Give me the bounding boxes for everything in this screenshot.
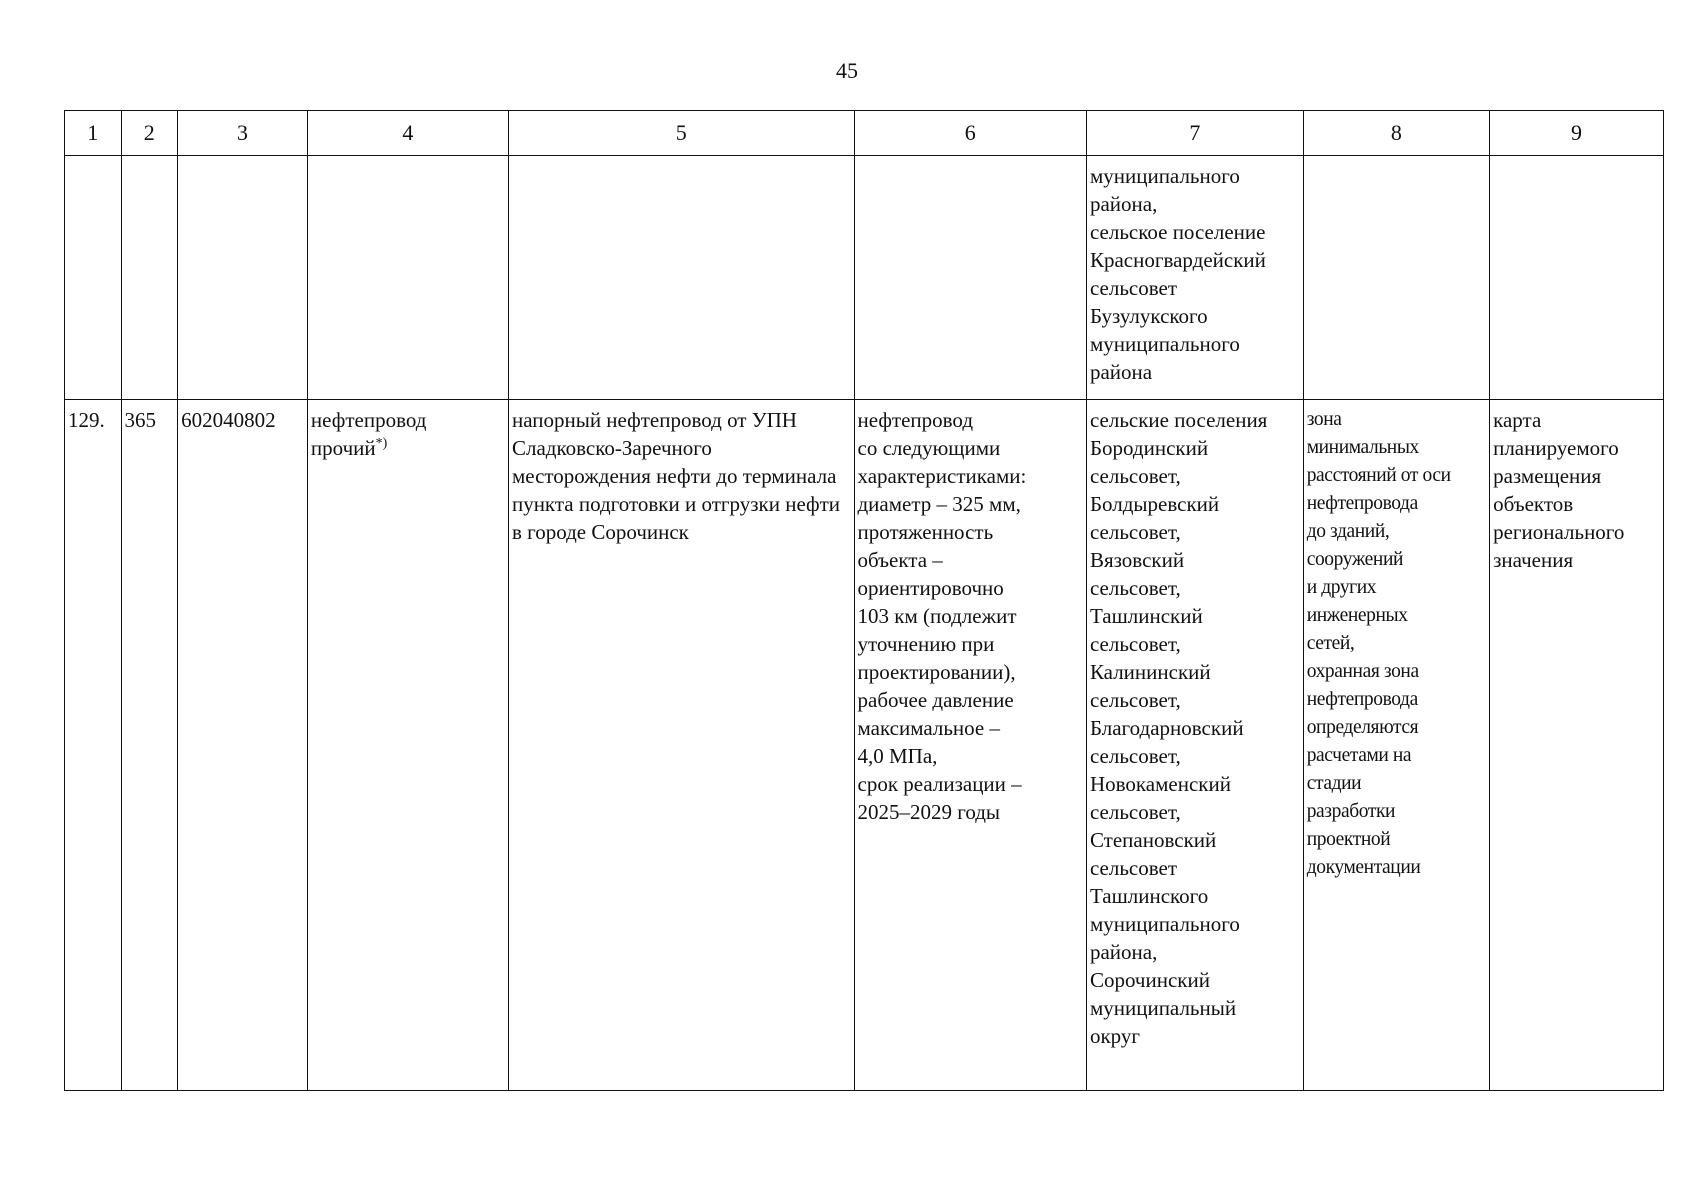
header-row [65,111,1664,156]
item-code-cell [121,400,178,1091]
row-number: 129. [68,408,105,432]
map-reference-cell [1490,400,1664,1091]
characteristics-text: нефтепровод со следующими характеристиками: диаметр – 325 мм, протяженность объекта – ориентировочно 103 км (подлежит уточнению при проектировании), рабочее давление максимальное – 4,0 МПа, срок реализации – 2025–2029 годы [857,408,1027,824]
empty-cell [1490,156,1664,400]
object-code-cell [178,400,308,1091]
page-number: 45 [836,58,858,83]
header-col-3: 3 [178,111,308,156]
object-name-cell [508,400,854,1091]
header-col-9: 9 [1490,111,1664,156]
item-code: 365 [124,408,157,432]
row-number-cell [65,400,122,1091]
empty-cell [178,156,308,400]
empty-cell [508,156,854,400]
empty-cell [121,156,178,400]
header-col-8: 8 [1303,111,1489,156]
object-type [311,406,505,462]
header-col-1: 1 [65,111,122,156]
object-code: 602040802 [181,408,276,432]
continuation-row [65,156,1664,400]
header-col-5: 5 [508,111,854,156]
map-reference-text: карта планируемого размещения объектов регионального значения [1493,408,1625,572]
document-table [64,110,1664,1091]
characteristics-cell [854,400,1086,1091]
empty-cell [307,156,508,400]
location-cell [1086,400,1303,1091]
object-type-cell [307,400,508,1091]
location-cell-continued [1086,156,1303,400]
table-row [65,400,1664,1091]
zones-cell [1303,400,1489,1091]
location-text-continued: муниципального района, сельское поселение Красногвардейский сельсовет Бузулукского муниципального района [1089,164,1266,384]
header-col-4: 4 [307,111,508,156]
footnote-mark: *) [375,436,388,451]
empty-cell [1303,156,1489,400]
header-col-6: 6 [854,111,1086,156]
empty-cell [65,156,122,400]
object-name: напорный нефтепровод от УПН Сладковско-Заречного месторождения нефти до терминала пункта подготовки и отгрузки нефти в городе Сорочинск [511,408,841,544]
header-col-7: 7 [1086,111,1303,156]
location-text: сельские поселения Бородинский сельсовет, Болдыревский сельсовет, Вязовский сельсовет, Ташлинский сельсовет, Калининский сельсовет, Благодарновский сельсовет, Новокаменский сельсовет, Степановский сельсовет Ташлинского муниципального района, Сорочинский муниципальный округ [1089,408,1268,1048]
zones-text: зона минимальных расстояний от оси нефтепровода до зданий, сооружений и других инженерных сетей, охранная зона нефтепровода определяются расчетами на стадии разработки проектной документации [1306,409,1451,878]
object-type-text: нефтепровод прочий [310,408,427,460]
empty-cell [854,156,1086,400]
header-col-2: 2 [121,111,178,156]
